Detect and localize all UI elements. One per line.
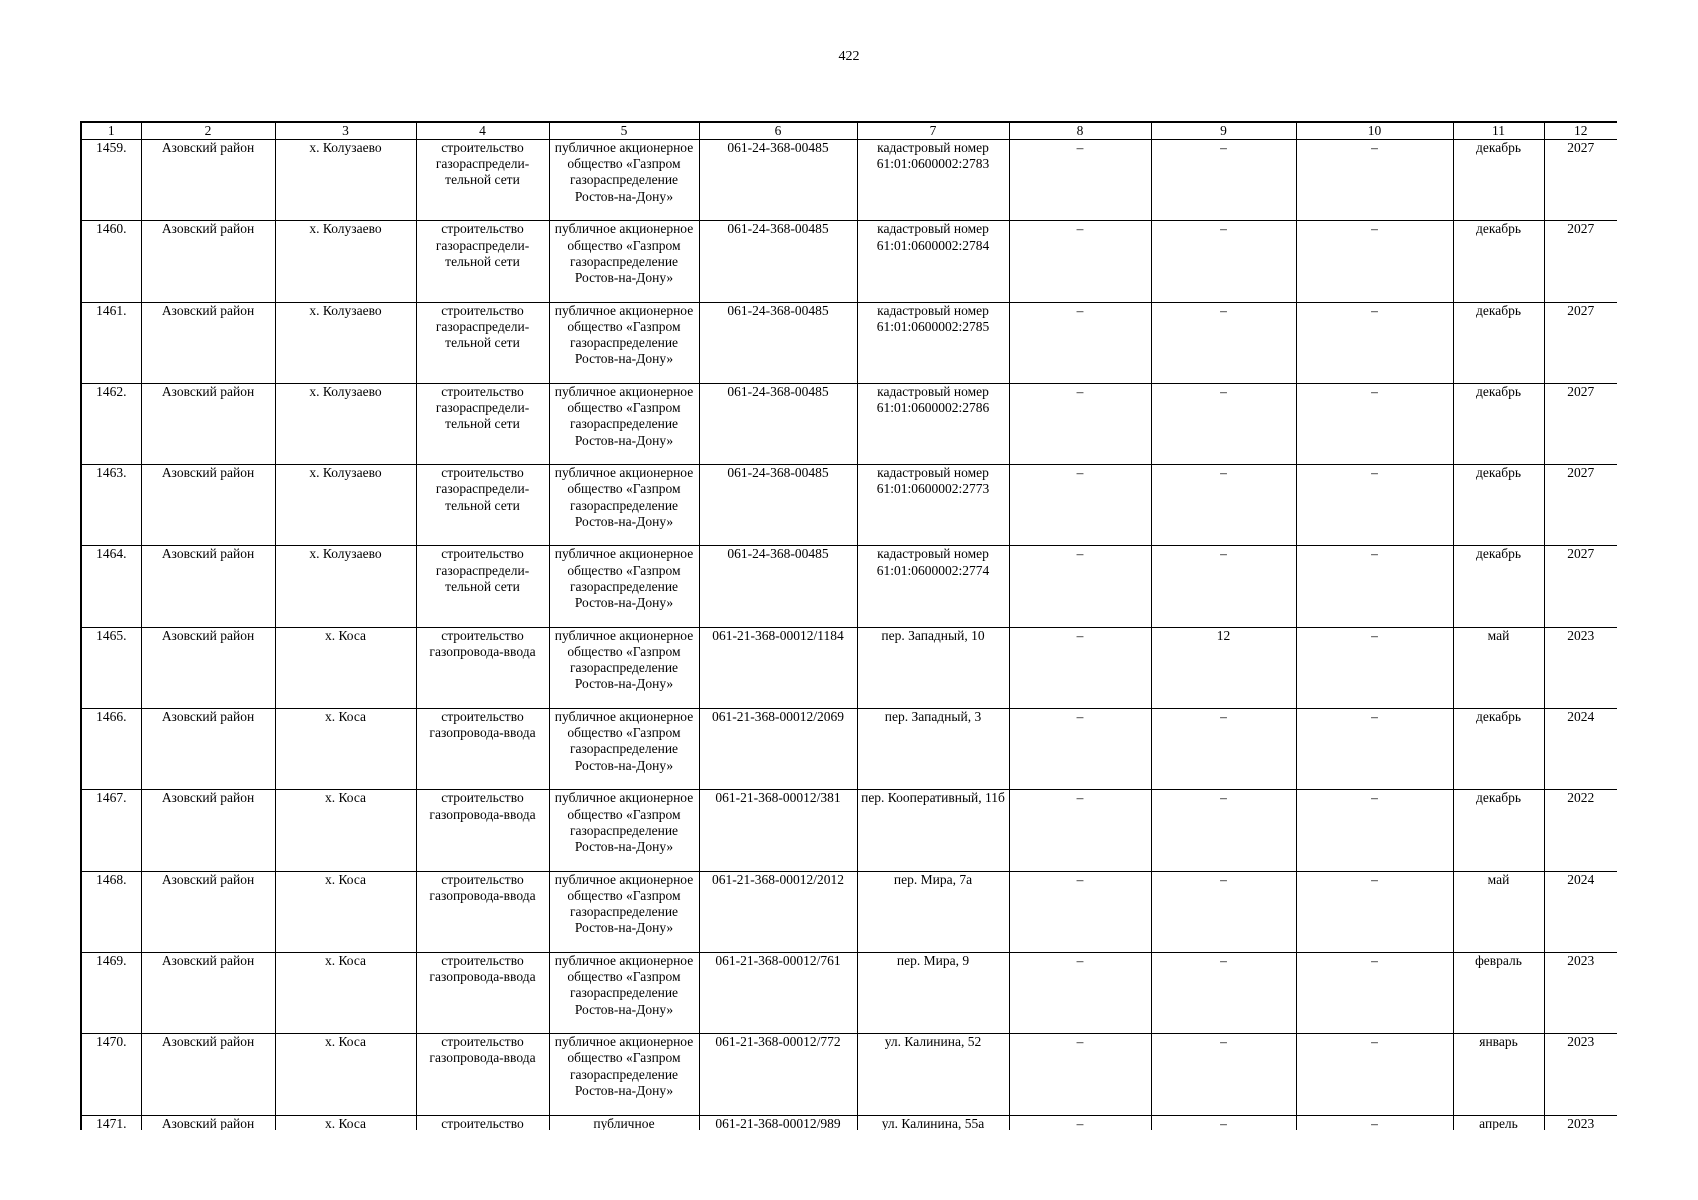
settlement-cell: х. Коса (275, 952, 416, 1033)
year-cell: 2022 (1544, 790, 1617, 871)
col8-cell: – (1009, 546, 1151, 627)
row-number: 1469. (81, 952, 141, 1033)
year-cell: 2024 (1544, 709, 1617, 790)
col9-cell: – (1151, 1115, 1296, 1130)
row-number: 1466. (81, 709, 141, 790)
col9-cell: – (1151, 221, 1296, 302)
data-table (80, 121, 1617, 1130)
year-cell: 2027 (1544, 383, 1617, 464)
settlement-cell: х. Колузаево (275, 465, 416, 546)
district-cell: Азовский район (141, 140, 275, 221)
address-cell: кадастровый номер 61:01:0600002:2784 (857, 221, 1009, 302)
district-cell: Азовский район (141, 790, 275, 871)
table-row (81, 952, 1617, 1033)
table-row (81, 1115, 1617, 1130)
col10-cell: – (1296, 709, 1453, 790)
col8-cell: – (1009, 383, 1151, 464)
address-cell: кадастровый номер 61:01:0600002:2774 (857, 546, 1009, 627)
work-type-cell: строительство газораспредели-тельной сети (416, 465, 549, 546)
address-cell: кадастровый номер 61:01:0600002:2786 (857, 383, 1009, 464)
settlement-cell: х. Колузаево (275, 221, 416, 302)
table-row (81, 1034, 1617, 1115)
district-cell: Азовский район (141, 709, 275, 790)
month-cell: февраль (1453, 952, 1544, 1033)
table-container (80, 121, 1617, 1130)
code-cell: 061-21-368-00012/989 (699, 1115, 857, 1130)
work-type-cell: строительство (416, 1115, 549, 1130)
district-cell: Азовский район (141, 546, 275, 627)
column-number-9: 9 (1151, 122, 1296, 140)
organization-cell: публичное акционерное общество «Газпром газораспределение Ростов-на-Дону» (549, 790, 699, 871)
year-cell: 2027 (1544, 465, 1617, 546)
row-number: 1465. (81, 627, 141, 708)
district-cell: Азовский район (141, 871, 275, 952)
column-number-10: 10 (1296, 122, 1453, 140)
col9-cell: – (1151, 790, 1296, 871)
month-cell: май (1453, 871, 1544, 952)
organization-cell: публичное акционерное общество «Газпром газораспределение Ростов-на-Дону» (549, 709, 699, 790)
col9-cell: – (1151, 871, 1296, 952)
district-cell: Азовский район (141, 221, 275, 302)
column-number-8: 8 (1009, 122, 1151, 140)
page-number: 422 (838, 49, 860, 64)
table-row (81, 221, 1617, 302)
work-type-cell: строительство газопровода-ввода (416, 952, 549, 1033)
year-cell: 2024 (1544, 871, 1617, 952)
col10-cell: – (1296, 1115, 1453, 1130)
year-cell: 2023 (1544, 1034, 1617, 1115)
table-row (81, 871, 1617, 952)
work-type-cell: строительство газопровода-ввода (416, 709, 549, 790)
organization-cell: публичное акционерное общество «Газпром газораспределение Ростов-на-Дону» (549, 221, 699, 302)
row-number: 1463. (81, 465, 141, 546)
column-number-2: 2 (141, 122, 275, 140)
row-number: 1461. (81, 302, 141, 383)
year-cell: 2023 (1544, 1115, 1617, 1130)
col10-cell: – (1296, 627, 1453, 708)
col10-cell: – (1296, 140, 1453, 221)
code-cell: 061-21-368-00012/2012 (699, 871, 857, 952)
table-row (81, 465, 1617, 546)
month-cell: декабрь (1453, 221, 1544, 302)
settlement-cell: х. Коса (275, 709, 416, 790)
code-cell: 061-24-368-00485 (699, 465, 857, 546)
district-cell: Азовский район (141, 465, 275, 546)
organization-cell: публичное акционерное общество «Газпром газораспределение Ростов-на-Дону» (549, 140, 699, 221)
code-cell: 061-24-368-00485 (699, 546, 857, 627)
month-cell: декабрь (1453, 709, 1544, 790)
district-cell: Азовский район (141, 627, 275, 708)
table-row (81, 627, 1617, 708)
settlement-cell: х. Колузаево (275, 302, 416, 383)
row-number: 1460. (81, 221, 141, 302)
code-cell: 061-24-368-00485 (699, 221, 857, 302)
address-cell: пер. Мира, 9 (857, 952, 1009, 1033)
district-cell: Азовский район (141, 383, 275, 464)
col8-cell: – (1009, 871, 1151, 952)
code-cell: 061-24-368-00485 (699, 302, 857, 383)
work-type-cell: строительство газопровода-ввода (416, 790, 549, 871)
row-number: 1467. (81, 790, 141, 871)
row-number: 1462. (81, 383, 141, 464)
col10-cell: – (1296, 790, 1453, 871)
month-cell: апрель (1453, 1115, 1544, 1130)
table-row (81, 709, 1617, 790)
organization-cell: публичное акционерное общество «Газпром газораспределение Ростов-на-Дону» (549, 302, 699, 383)
col10-cell: – (1296, 952, 1453, 1033)
col8-cell: – (1009, 627, 1151, 708)
col8-cell: – (1009, 1115, 1151, 1130)
col8-cell: – (1009, 140, 1151, 221)
year-cell: 2027 (1544, 221, 1617, 302)
address-cell: пер. Мира, 7а (857, 871, 1009, 952)
col10-cell: – (1296, 546, 1453, 627)
row-number: 1468. (81, 871, 141, 952)
year-cell: 2027 (1544, 546, 1617, 627)
col9-cell: 12 (1151, 627, 1296, 708)
code-cell: 061-24-368-00485 (699, 140, 857, 221)
col10-cell: – (1296, 1034, 1453, 1115)
column-number-5: 5 (549, 122, 699, 140)
col9-cell: – (1151, 140, 1296, 221)
work-type-cell: строительство газопровода-ввода (416, 1034, 549, 1115)
year-cell: 2027 (1544, 302, 1617, 383)
work-type-cell: строительство газопровода-ввода (416, 627, 549, 708)
col8-cell: – (1009, 952, 1151, 1033)
settlement-cell: х. Коса (275, 1115, 416, 1130)
column-number-12: 12 (1544, 122, 1617, 140)
row-number: 1459. (81, 140, 141, 221)
code-cell: 061-21-368-00012/761 (699, 952, 857, 1033)
address-cell: кадастровый номер 61:01:0600002:2785 (857, 302, 1009, 383)
year-cell: 2023 (1544, 627, 1617, 708)
organization-cell: публичное (549, 1115, 699, 1130)
row-number: 1464. (81, 546, 141, 627)
organization-cell: публичное акционерное общество «Газпром газораспределение Ростов-на-Дону» (549, 465, 699, 546)
settlement-cell: х. Коса (275, 871, 416, 952)
code-cell: 061-24-368-00485 (699, 383, 857, 464)
col9-cell: – (1151, 1034, 1296, 1115)
col9-cell: – (1151, 952, 1296, 1033)
code-cell: 061-21-368-00012/2069 (699, 709, 857, 790)
column-number-6: 6 (699, 122, 857, 140)
work-type-cell: строительство газораспредели-тельной сети (416, 383, 549, 464)
col9-cell: – (1151, 302, 1296, 383)
work-type-cell: строительство газораспредели-тельной сети (416, 140, 549, 221)
column-number-row (81, 122, 1617, 140)
col8-cell: – (1009, 221, 1151, 302)
organization-cell: публичное акционерное общество «Газпром газораспределение Ростов-на-Дону» (549, 383, 699, 464)
district-cell: Азовский район (141, 302, 275, 383)
col8-cell: – (1009, 709, 1151, 790)
organization-cell: публичное акционерное общество «Газпром газораспределение Ростов-на-Дону» (549, 952, 699, 1033)
col10-cell: – (1296, 465, 1453, 546)
col8-cell: – (1009, 1034, 1151, 1115)
work-type-cell: строительство газораспредели-тельной сети (416, 221, 549, 302)
district-cell: Азовский район (141, 952, 275, 1033)
year-cell: 2027 (1544, 140, 1617, 221)
column-number-3: 3 (275, 122, 416, 140)
col9-cell: – (1151, 546, 1296, 627)
column-number-1: 1 (81, 122, 141, 140)
work-type-cell: строительство газопровода-ввода (416, 871, 549, 952)
table-row (81, 302, 1617, 383)
col8-cell: – (1009, 465, 1151, 546)
settlement-cell: х. Колузаево (275, 140, 416, 221)
col10-cell: – (1296, 221, 1453, 302)
settlement-cell: х. Коса (275, 627, 416, 708)
row-number: 1470. (81, 1034, 141, 1115)
month-cell: декабрь (1453, 302, 1544, 383)
month-cell: май (1453, 627, 1544, 708)
col10-cell: – (1296, 383, 1453, 464)
work-type-cell: строительство газораспредели-тельной сети (416, 546, 549, 627)
district-cell: Азовский район (141, 1115, 275, 1130)
row-number: 1471. (81, 1115, 141, 1130)
col8-cell: – (1009, 790, 1151, 871)
col10-cell: – (1296, 871, 1453, 952)
settlement-cell: х. Колузаево (275, 546, 416, 627)
column-number-11: 11 (1453, 122, 1544, 140)
column-number-7: 7 (857, 122, 1009, 140)
col8-cell: – (1009, 302, 1151, 383)
settlement-cell: х. Колузаево (275, 383, 416, 464)
month-cell: январь (1453, 1034, 1544, 1115)
month-cell: декабрь (1453, 790, 1544, 871)
district-cell: Азовский район (141, 1034, 275, 1115)
month-cell: декабрь (1453, 465, 1544, 546)
col9-cell: – (1151, 709, 1296, 790)
address-cell: кадастровый номер 61:01:0600002:2773 (857, 465, 1009, 546)
month-cell: декабрь (1453, 140, 1544, 221)
table-row (81, 383, 1617, 464)
organization-cell: публичное акционерное общество «Газпром газораспределение Ростов-на-Дону» (549, 871, 699, 952)
month-cell: декабрь (1453, 383, 1544, 464)
col9-cell: – (1151, 383, 1296, 464)
year-cell: 2023 (1544, 952, 1617, 1033)
table-row (81, 546, 1617, 627)
work-type-cell: строительство газораспредели-тельной сети (416, 302, 549, 383)
code-cell: 061-21-368-00012/772 (699, 1034, 857, 1115)
column-number-4: 4 (416, 122, 549, 140)
organization-cell: публичное акционерное общество «Газпром газораспределение Ростов-на-Дону» (549, 546, 699, 627)
address-cell: пер. Западный, 3 (857, 709, 1009, 790)
address-cell: кадастровый номер 61:01:0600002:2783 (857, 140, 1009, 221)
settlement-cell: х. Коса (275, 1034, 416, 1115)
address-cell: ул. Калинина, 55а (857, 1115, 1009, 1130)
settlement-cell: х. Коса (275, 790, 416, 871)
table-row (81, 140, 1617, 221)
table-row (81, 790, 1617, 871)
col10-cell: – (1296, 302, 1453, 383)
address-cell: пер. Кооперативный, 11б (857, 790, 1009, 871)
address-cell: ул. Калинина, 52 (857, 1034, 1009, 1115)
organization-cell: публичное акционерное общество «Газпром газораспределение Ростов-на-Дону» (549, 627, 699, 708)
address-cell: пер. Западный, 10 (857, 627, 1009, 708)
month-cell: декабрь (1453, 546, 1544, 627)
table-body (81, 140, 1617, 1131)
organization-cell: публичное акционерное общество «Газпром газораспределение Ростов-на-Дону» (549, 1034, 699, 1115)
code-cell: 061-21-368-00012/381 (699, 790, 857, 871)
col9-cell: – (1151, 465, 1296, 546)
code-cell: 061-21-368-00012/1184 (699, 627, 857, 708)
